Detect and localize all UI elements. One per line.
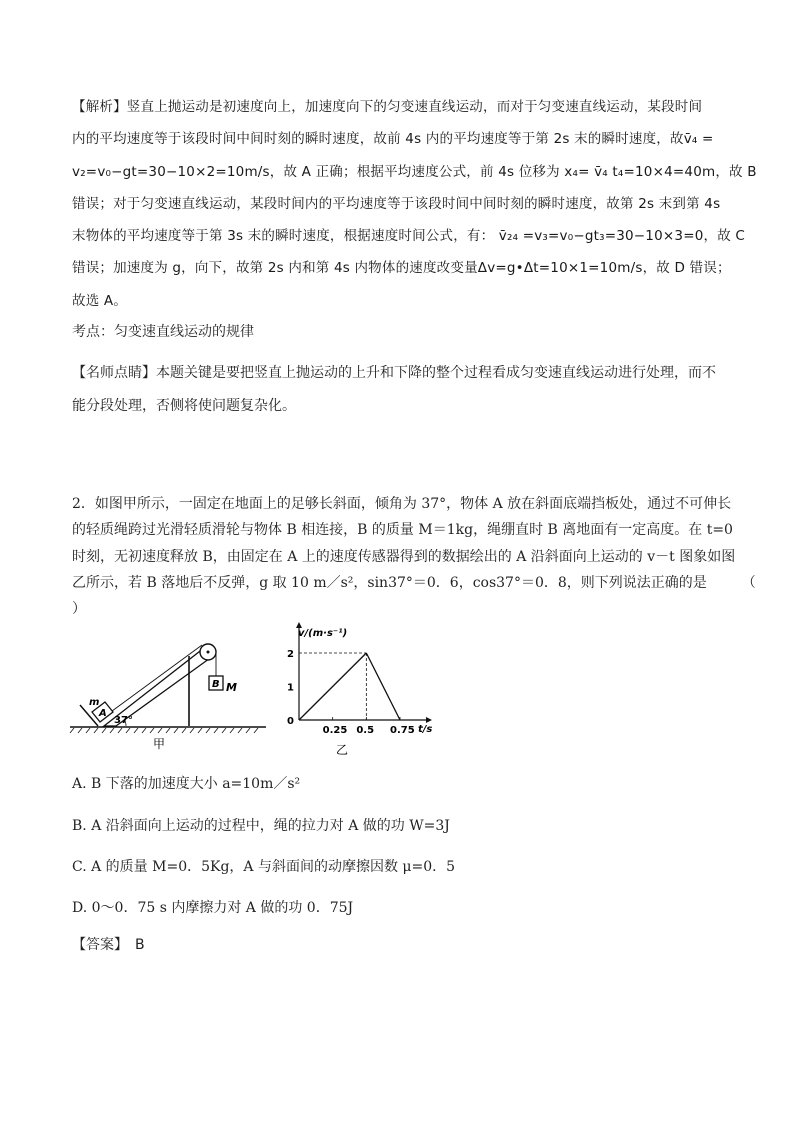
ground-hatch (70, 728, 258, 733)
question-line: 乙所示，若 B 落地后不反弹，g 取 10 m／s²，sin37°＝0．6，cos37°＝0．8，则下列说法正确的是 （ (72, 574, 756, 591)
analysis-line: 错误；对于匀变速直线运动，某段时间内的平均速度等于该段时间中间时刻的瞬时速度，故第 2s 末到第 4s (72, 195, 721, 212)
angle-label: 37° (114, 715, 133, 726)
tip-line: 能分段处理，否侧将使问题复杂化。 (72, 398, 296, 414)
x-tick-label: 0.5 (356, 725, 375, 736)
y-tick-label: 1 (287, 682, 294, 694)
pulley-axle (207, 651, 210, 654)
option-a: A. B 下落的加速度大小 a=10m／s² (72, 776, 301, 792)
y-axis-label: v/(m·s⁻¹) (298, 628, 348, 639)
mass-big-m-label: M (226, 681, 237, 694)
analysis-line: 内的平均速度等于该段时间中间时刻的瞬时速度，故前 4s 内的平均速度等于第 2s 末的瞬时速度，故v̄₄ = (72, 131, 714, 148)
tip-block (72, 357, 732, 423)
figure-yi-vt-chart (276, 614, 446, 758)
analysis-line: v₂=v₀−gt=30−10×2=10m/s，故 A 正确；根据平均速度公式，前 4s 位移为 x₄= v̄₄ t₄=10×4=40m，故 B (72, 163, 757, 180)
vt-line-segment (299, 653, 366, 720)
analysis-line: 末物体的平均速度等于第 3s 末的瞬时速度，根据速度时间公式，有： v̄₂₄ =v₃=v₀−gt₃=30−10×3=0，故 C (72, 228, 746, 245)
vt-line-segment (366, 653, 400, 720)
analysis-block (72, 91, 757, 317)
x-axis-arrow (426, 717, 432, 723)
tip-line: 【名师点睛】本题关键是要把竖直上抛运动的上升和下降的整个过程看成匀变速直线运动进行处理，而不 (72, 365, 716, 381)
x-tick-label: 0.75 (390, 725, 415, 736)
question-line: 的轻质绳跨过光滑轻质滑轮与物体 B 相连接，B 的质量 M＝1kg，绳绷直时 B 离地面有一定高度。在 t=0 (72, 522, 733, 539)
option-c: C. A 的质量 M=0．5Kg，A 与斜面间的动摩擦因数 μ=0．5 (72, 859, 456, 875)
figure-yi-caption: 乙 (336, 743, 349, 757)
x-axis-label: t/s (418, 724, 433, 735)
figure-jia (68, 632, 268, 758)
question-line: 时刻，无初速度释放 B，由固定在 A 上的速度传感器得到的数据绘出的 A 沿斜面向上运动的 v－t 图象如图 (72, 548, 736, 565)
question-line: ） (72, 601, 86, 618)
y-tick-label: 2 (287, 649, 294, 660)
block-a-label: A (99, 708, 107, 719)
x-tick-label: 0.25 (322, 725, 348, 736)
question-stem (72, 491, 756, 622)
y-tick-label: 0 (287, 716, 294, 727)
option-d: D. 0～0．75 s 内摩擦力对 A 做的功 0．75J (72, 900, 354, 916)
answer-line: 【答案】 B (72, 937, 145, 953)
figure-jia-caption: 甲 (153, 737, 166, 751)
option-b: B. A 沿斜面向上运动的过程中，绳的拉力对 A 做的功 W=3J (72, 818, 450, 834)
analysis-line: 【解析】竖直上抛运动是初速度向上，加速度向下的匀变速直线运动，而对于匀变速直线运动，某段时间 (72, 99, 703, 115)
analysis-line: 错误；加速度为 g，向下，故第 2s 内和第 4s 内物体的速度改变量Δv=g•Δt=10×1=10m/s，故 D 错误； (72, 260, 731, 277)
question-line: 2．如图甲所示，一固定在地面上的足够长斜面，倾角为 37°，物体 A 放在斜面底端挡板处，通过不可伸长 (72, 496, 732, 512)
rope-incline (108, 645, 202, 714)
mass-m-label: m (89, 697, 100, 708)
kaodian-line: 考点：匀变速直线运动的规律 (72, 324, 254, 340)
analysis-line: 故选 A。 (72, 292, 128, 309)
block-b-label: B (212, 679, 220, 690)
